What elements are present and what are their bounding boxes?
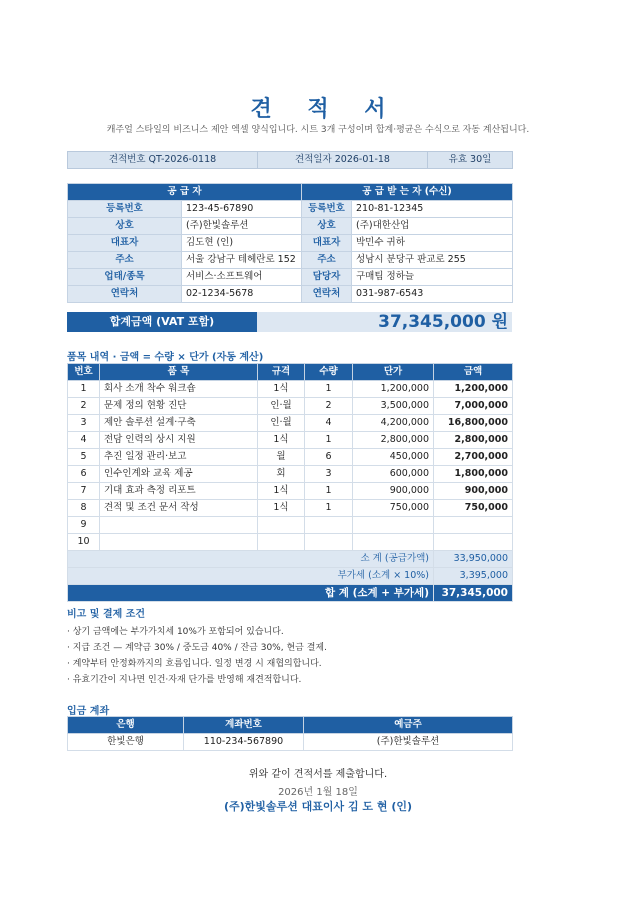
- items-section-title: 품목 내역 · 금액 = 수량 × 단가 (자동 계산): [67, 352, 264, 363]
- bank-name: 한빛은행: [68, 734, 184, 751]
- item-spec: 회: [258, 466, 305, 483]
- item-price: [353, 517, 434, 534]
- receiver-value: 031-987-6543: [352, 286, 513, 303]
- bank-account-number: 110-234-567890: [184, 734, 304, 751]
- col-header-amount: 금액: [434, 364, 513, 381]
- grand-total-label: 합계금액 (VAT 포함): [67, 312, 257, 332]
- party-row: [68, 201, 513, 218]
- quote-number: 견적번호 QT-2026-0118: [68, 152, 258, 169]
- item-spec: 1식: [258, 381, 305, 398]
- item-no: 8: [68, 500, 100, 517]
- item-no: 2: [68, 398, 100, 415]
- supplier-label: 상호: [68, 218, 182, 235]
- supplier-label: 등록번호: [68, 201, 182, 218]
- document-title: 견 적 서: [250, 97, 400, 122]
- item-qty: 3: [305, 466, 353, 483]
- bank-table: [67, 716, 513, 751]
- item-no: 4: [68, 432, 100, 449]
- item-spec: [258, 517, 305, 534]
- item-no: 7: [68, 483, 100, 500]
- receiver-value: 구매팀 정하늘: [352, 269, 513, 286]
- party-row: [68, 286, 513, 303]
- bank-account-holder: (주)한빛솔루션: [304, 734, 513, 751]
- notes-title: 비고 및 결제 조건: [67, 609, 146, 620]
- item-price: [353, 534, 434, 551]
- table-row: [68, 449, 513, 466]
- item-spec: [258, 534, 305, 551]
- bank-col-account: 계좌번호: [184, 717, 304, 734]
- receiver-value: 210-81-12345: [352, 201, 513, 218]
- item-name: 기대 효과 측정 리포트: [100, 483, 258, 500]
- item-name: 문제 정의 현황 진단: [100, 398, 258, 415]
- table-row: [68, 517, 513, 534]
- bank-col-holder: 예금주: [304, 717, 513, 734]
- item-no: 3: [68, 415, 100, 432]
- supplier-value: 서울 강남구 테헤란로 152: [182, 252, 302, 269]
- items-table: [67, 363, 513, 602]
- item-qty: 1: [305, 381, 353, 398]
- item-name: 전담 인력의 상시 지원: [100, 432, 258, 449]
- supplier-label: 주소: [68, 252, 182, 269]
- vat-label: 부가세 (소계 × 10%): [68, 568, 434, 585]
- item-qty: 2: [305, 398, 353, 415]
- item-qty: [305, 534, 353, 551]
- receiver-label: 등록번호: [302, 201, 352, 218]
- subtotal-row: [68, 551, 513, 568]
- item-amount: 7,000,000: [434, 398, 513, 415]
- item-spec: 인·월: [258, 398, 305, 415]
- supplier-value: 서비스·소프트웨어: [182, 269, 302, 286]
- bank-header-row: [68, 717, 513, 734]
- closing-statement: 위와 같이 견적서를 제출합니다.: [248, 769, 388, 780]
- item-amount: 1,800,000: [434, 466, 513, 483]
- quote-date: 견적일자 2026-01-18: [258, 152, 428, 169]
- table-row: [68, 534, 513, 551]
- item-qty: 1: [305, 500, 353, 517]
- item-name: 견적 및 조건 문서 작성: [100, 500, 258, 517]
- item-amount: [434, 517, 513, 534]
- quote-meta-bar: [67, 151, 513, 169]
- note-line: · 유효기간이 지나면 인건·자재 단가를 반영해 재견적합니다.: [67, 675, 302, 685]
- item-spec: 1식: [258, 483, 305, 500]
- supplier-heading: 공 급 자: [68, 184, 302, 201]
- item-price: 2,800,000: [353, 432, 434, 449]
- receiver-label: 대표자: [302, 235, 352, 252]
- col-header-qty: 수량: [305, 364, 353, 381]
- grand-total-value: 37,345,000 원: [257, 312, 512, 332]
- document-subtitle: 캐주얼 스타일의 비즈니스 제안 엑셀 양식입니다. 시트 3개 구성이며 합계·평균은 수식으로 자동 계산됩니다.: [106, 125, 530, 135]
- col-header-no: 번호: [68, 364, 100, 381]
- supplier-label: 대표자: [68, 235, 182, 252]
- receiver-label: 연락처: [302, 286, 352, 303]
- table-row: [68, 381, 513, 398]
- receiver-heading: 공 급 받 는 자 (수신): [302, 184, 513, 201]
- item-amount: 2,700,000: [434, 449, 513, 466]
- note-line: · 지급 조건 — 계약금 30% / 중도금 40% / 잔금 30%, 현금 결제.: [67, 643, 327, 653]
- table-row: [68, 500, 513, 517]
- item-qty: 1: [305, 483, 353, 500]
- item-spec: 1식: [258, 500, 305, 517]
- item-amount: 900,000: [434, 483, 513, 500]
- item-name: 인수인계와 교육 제공: [100, 466, 258, 483]
- item-no: 1: [68, 381, 100, 398]
- table-row: [68, 466, 513, 483]
- table-row: [68, 432, 513, 449]
- item-name: 추진 일정 관리·보고: [100, 449, 258, 466]
- item-name: [100, 517, 258, 534]
- receiver-value: 박민수 귀하: [352, 235, 513, 252]
- subtotal-value: 33,950,000: [434, 551, 513, 568]
- item-amount: 16,800,000: [434, 415, 513, 432]
- item-no: 5: [68, 449, 100, 466]
- party-row: [68, 252, 513, 269]
- vat-row: [68, 568, 513, 585]
- item-name: 회사 소개 착수 워크숍: [100, 381, 258, 398]
- item-no: 6: [68, 466, 100, 483]
- item-spec: 월: [258, 449, 305, 466]
- grand-total-row-label: 합 계 (소계 + 부가세): [68, 585, 434, 602]
- item-price: 600,000: [353, 466, 434, 483]
- subtotal-label: 소 계 (공급가액): [68, 551, 434, 568]
- party-row: [68, 235, 513, 252]
- item-price: 1,200,000: [353, 381, 434, 398]
- item-price: 750,000: [353, 500, 434, 517]
- closing-date: 2026년 1월 18일: [278, 787, 358, 798]
- supplier-label: 연락처: [68, 286, 182, 303]
- item-name: [100, 534, 258, 551]
- item-qty: 4: [305, 415, 353, 432]
- item-spec: 1식: [258, 432, 305, 449]
- party-row: [68, 269, 513, 286]
- col-header-price: 단가: [353, 364, 434, 381]
- items-header-row: [68, 364, 513, 381]
- receiver-label: 담당자: [302, 269, 352, 286]
- bank-col-bank: 은행: [68, 717, 184, 734]
- signature-line: (주)한빛솔루션 대표이사 김 도 현 (인): [223, 800, 413, 813]
- vat-value: 3,395,000: [434, 568, 513, 585]
- receiver-label: 상호: [302, 218, 352, 235]
- receiver-value: (주)대한산업: [352, 218, 513, 235]
- item-qty: 6: [305, 449, 353, 466]
- grand-total-row-value: 37,345,000: [434, 585, 513, 602]
- item-qty: [305, 517, 353, 534]
- item-spec: 인·월: [258, 415, 305, 432]
- receiver-value: 성남시 분당구 판교로 255: [352, 252, 513, 269]
- col-header-spec: 규격: [258, 364, 305, 381]
- supplier-value: 김도현 (인): [182, 235, 302, 252]
- notes-section: [67, 606, 527, 688]
- grand-total-row: [68, 585, 513, 602]
- item-amount: 750,000: [434, 500, 513, 517]
- bank-title: 입금 계좌: [67, 706, 110, 717]
- table-row: [68, 483, 513, 500]
- item-price: 450,000: [353, 449, 434, 466]
- item-price: 3,500,000: [353, 398, 434, 415]
- item-no: 9: [68, 517, 100, 534]
- table-row: [68, 398, 513, 415]
- bank-row: [68, 734, 513, 751]
- quote-validity: 유효 30일: [428, 152, 513, 169]
- item-amount: 1,200,000: [434, 381, 513, 398]
- party-row: [68, 218, 513, 235]
- receiver-label: 주소: [302, 252, 352, 269]
- note-line: · 상기 금액에는 부가가치세 10%가 포함되어 있습니다.: [67, 627, 284, 637]
- table-row: [68, 415, 513, 432]
- item-no: 10: [68, 534, 100, 551]
- note-line: · 계약부터 안정화까지의 흐름입니다. 일정 변경 시 재협의합니다.: [67, 659, 322, 669]
- item-qty: 1: [305, 432, 353, 449]
- supplier-value: (주)한빛솔루션: [182, 218, 302, 235]
- grand-total-banner: [67, 312, 512, 332]
- item-price: 900,000: [353, 483, 434, 500]
- item-amount: [434, 534, 513, 551]
- item-amount: 2,800,000: [434, 432, 513, 449]
- col-header-name: 품 목: [100, 364, 258, 381]
- supplier-value: 123-45-67890: [182, 201, 302, 218]
- item-price: 4,200,000: [353, 415, 434, 432]
- supplier-label: 업태/종목: [68, 269, 182, 286]
- supplier-value: 02-1234-5678: [182, 286, 302, 303]
- item-name: 제안 솔루션 설계·구축: [100, 415, 258, 432]
- party-table: [67, 183, 513, 303]
